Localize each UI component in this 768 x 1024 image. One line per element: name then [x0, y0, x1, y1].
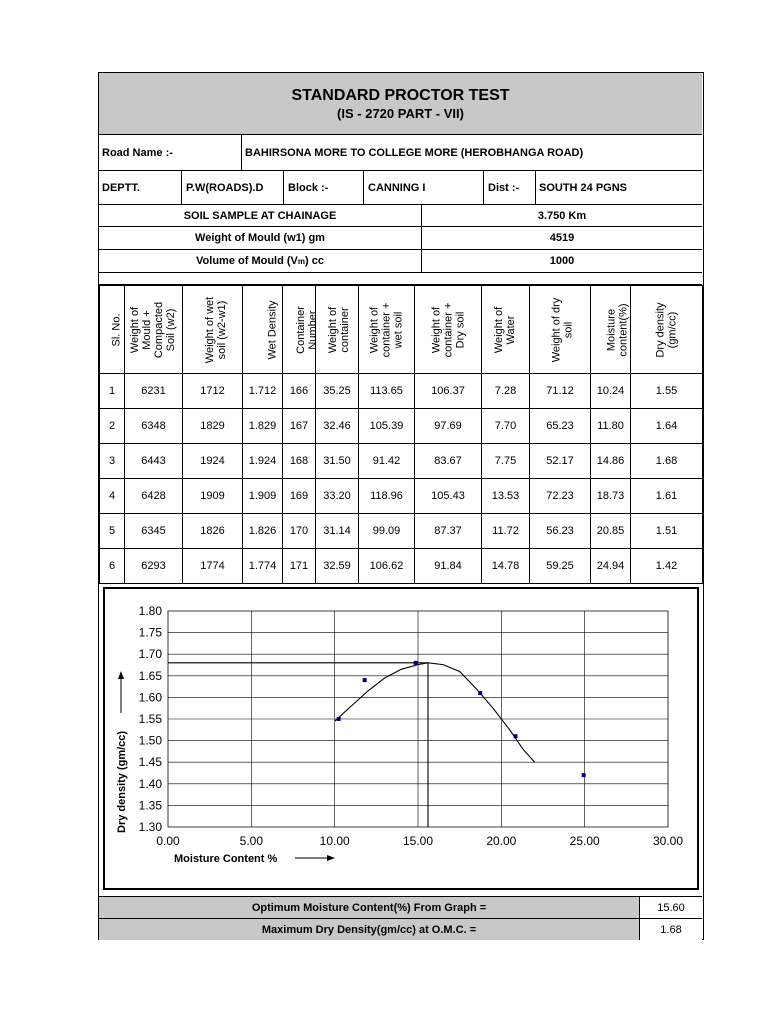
table-cell: 52.17: [530, 444, 591, 479]
data-point: [363, 678, 367, 682]
road-name-row: [99, 135, 702, 171]
table-row: [100, 444, 703, 479]
table-cell: 1.55: [631, 374, 703, 409]
column-header-line: Weight of: [429, 306, 442, 353]
table-cell: 171: [283, 549, 316, 584]
y-tick-label: 1.35: [138, 798, 162, 813]
column-header: [183, 286, 243, 374]
column-header-line: soil (w2-w1): [216, 300, 229, 359]
table-cell: 1712: [183, 374, 243, 409]
table-cell: 1.61: [631, 479, 703, 514]
data-point: [582, 773, 586, 777]
column-header-line: Moisture: [605, 308, 618, 351]
table-cell: 7.75: [482, 444, 530, 479]
table-cell: 1.774: [243, 549, 283, 584]
department-row: [99, 171, 702, 205]
table-cell: 1774: [183, 549, 243, 584]
table-cell: 13.53: [482, 479, 530, 514]
column-header-line: content(%): [617, 302, 630, 357]
column-header: [243, 286, 283, 374]
table-cell: 6345: [125, 514, 183, 549]
table-cell: 24.94: [591, 549, 631, 584]
table-cell: 166: [283, 374, 316, 409]
table-cell: 1924: [183, 444, 243, 479]
omc-value: 15.60: [639, 897, 702, 918]
y-tick-label: 1.65: [138, 668, 162, 683]
x-axis-label: Moisture Content %: [174, 853, 278, 865]
column-header-line: Weight of wet: [204, 296, 217, 363]
table-cell: 7.70: [482, 409, 530, 444]
mdd-row: [99, 918, 702, 940]
table-cell: 6231: [125, 374, 183, 409]
column-header: [591, 286, 631, 374]
proctor-test-sheet: [98, 72, 704, 940]
y-tick-label: 1.70: [138, 647, 162, 662]
column-header-line: Container: [294, 305, 307, 354]
table-cell: 1826: [183, 514, 243, 549]
column-header-line: container +: [380, 302, 393, 357]
column-header-line: Number: [306, 309, 319, 350]
table-body: [100, 374, 703, 584]
table-cell: 5: [100, 514, 125, 549]
dist-label: Dist :-: [483, 171, 535, 204]
deptt-value: P.W(ROADS).D: [181, 171, 283, 204]
y-tick-label: 1.45: [138, 755, 162, 770]
column-header-line: Dry soil: [453, 311, 466, 348]
column-header-line: Sl. No.: [110, 312, 123, 347]
column-header: [415, 286, 482, 374]
mould-weight-value: 4519: [421, 227, 702, 249]
chainage-value: 3.750 Km: [421, 205, 702, 226]
table-cell: 6443: [125, 444, 183, 479]
table-cell: 99.09: [359, 514, 415, 549]
column-header-line: Soil (w2): [165, 308, 178, 351]
table-cell: 167: [283, 409, 316, 444]
table-cell: 31.14: [316, 514, 359, 549]
column-header-line: Dry density: [654, 301, 667, 358]
x-tick-label: 10.00: [319, 834, 350, 848]
column-header-line: soil: [562, 321, 575, 338]
table-cell: 20.85: [591, 514, 631, 549]
table-cell: 169: [283, 479, 316, 514]
x-axis-arrow-head: [327, 855, 335, 861]
table-cell: 3: [100, 444, 125, 479]
mould-volume-label-pre: Volume of Mould (V: [196, 255, 298, 267]
table-row: [100, 514, 703, 549]
column-header: [283, 286, 319, 374]
x-tick-label: 30.00: [652, 834, 684, 848]
column-header: [482, 286, 530, 374]
table-cell: 6: [100, 549, 125, 584]
table-cell: 18.73: [591, 479, 631, 514]
column-header-line: Weight of: [493, 306, 506, 353]
sheet-header: [99, 73, 702, 135]
y-axis-label: Dry density (gm/cc): [116, 730, 128, 833]
column-header-line: container +: [441, 302, 454, 357]
table-cell: 1.64: [631, 409, 703, 444]
y-tick-label: 1.40: [138, 776, 162, 791]
table-cell: 105.43: [415, 479, 482, 514]
table-cell: 106.62: [359, 549, 415, 584]
table-cell: 1.924: [243, 444, 283, 479]
mould-volume-label: [99, 250, 421, 272]
table-cell: 1829: [183, 409, 243, 444]
mould-volume-label-post: ) cc: [305, 255, 324, 267]
table-cell: 6348: [125, 409, 183, 444]
chainage-row: [99, 205, 702, 227]
table-cell: 1.68: [631, 444, 703, 479]
table-cell: 11.72: [482, 514, 530, 549]
page-subtitle: (IS - 2720 PART - VII): [337, 106, 464, 121]
table-header-row: [100, 286, 703, 374]
column-header: [100, 286, 125, 374]
column-header: [530, 286, 591, 374]
table-row: [100, 409, 703, 444]
column-header: [125, 286, 183, 374]
mould-volume-row: [99, 250, 702, 273]
table-cell: 4: [100, 479, 125, 514]
compaction-chart-svg: [105, 589, 697, 888]
table-cell: 32.46: [316, 409, 359, 444]
x-tick-label: 5.00: [239, 834, 264, 848]
mould-volume-value: 1000: [421, 250, 702, 272]
column-header-line: Weight of: [368, 306, 381, 353]
mdd-label: Maximum Dry Density(gm/cc) at O.M.C. =: [261, 923, 477, 936]
table-cell: 59.25: [530, 549, 591, 584]
table-cell: 72.23: [530, 479, 591, 514]
mdd-value: 1.68: [639, 919, 702, 940]
table-cell: 33.20: [316, 479, 359, 514]
table-cell: 87.37: [415, 514, 482, 549]
column-header-line: Wet Density: [266, 299, 279, 360]
table-cell: 91.84: [415, 549, 482, 584]
column-header-line: Weight of: [327, 306, 340, 353]
column-header-line: container: [339, 306, 352, 353]
table-cell: 91.42: [359, 444, 415, 479]
table-cell: 56.23: [530, 514, 591, 549]
table-cell: 7.28: [482, 374, 530, 409]
column-header-line: wet soil: [392, 311, 405, 348]
y-axis-arrow-head: [118, 671, 124, 679]
table-cell: 6293: [125, 549, 183, 584]
table-cell: 170: [283, 514, 316, 549]
table-cell: 118.96: [359, 479, 415, 514]
y-tick-label: 1.30: [138, 820, 162, 834]
table-cell: 83.67: [415, 444, 482, 479]
column-header: [316, 286, 359, 374]
mould-volume-label-sub: m: [297, 256, 305, 266]
table-cell: 1.826: [243, 514, 283, 549]
column-header-line: Weight of: [129, 306, 142, 353]
mould-weight-row: [99, 227, 702, 250]
column-header-line: Water: [505, 315, 518, 344]
data-point: [337, 717, 341, 721]
column-header: [359, 286, 415, 374]
x-tick-label: 0.00: [156, 834, 180, 848]
dist-value: SOUTH 24 PGNS: [535, 171, 702, 204]
table-cell: 32.59: [316, 549, 359, 584]
table-cell: 14.78: [482, 549, 530, 584]
table-cell: 113.65: [359, 374, 415, 409]
block-value: CANNING I: [363, 171, 483, 204]
compaction-chart: [103, 587, 699, 890]
table-cell: 106.37: [415, 374, 482, 409]
data-point: [478, 691, 482, 695]
table-cell: 10.24: [591, 374, 631, 409]
table-cell: 168: [283, 444, 316, 479]
column-header: [631, 286, 703, 374]
x-tick-label: 20.00: [486, 834, 517, 848]
column-header-line: Weight of dry: [550, 297, 563, 362]
table-cell: 97.69: [415, 409, 482, 444]
table-row: [100, 374, 703, 409]
table-cell: 71.12: [530, 374, 591, 409]
page-title: STANDARD PROCTOR TEST: [291, 87, 510, 104]
y-tick-label: 1.60: [138, 690, 162, 705]
x-tick-label: 15.00: [402, 834, 434, 848]
mould-weight-label: Weight of Mould (w1) gm: [195, 232, 325, 244]
data-point: [414, 661, 418, 665]
table-cell: 1.712: [243, 374, 283, 409]
table-cell: 2: [100, 409, 125, 444]
column-header-line: Mould +: [141, 309, 154, 350]
table-cell: 11.80: [591, 409, 631, 444]
table-cell: 31.50: [316, 444, 359, 479]
table-cell: 1.51: [631, 514, 703, 549]
table-cell: 1.42: [631, 549, 703, 584]
y-tick-label: 1.50: [138, 733, 162, 748]
y-tick-label: 1.75: [138, 625, 162, 640]
observations-table: [99, 285, 703, 584]
chainage-label: SOIL SAMPLE AT CHAINAGE: [183, 209, 337, 222]
y-tick-label: 1.55: [138, 712, 162, 726]
table-cell: 1909: [183, 479, 243, 514]
spacer-row: [99, 273, 702, 285]
column-header-line: (gm/cc): [666, 311, 679, 348]
omc-row: [99, 896, 702, 918]
y-tick-label: 1.80: [138, 604, 162, 618]
table-cell: 1: [100, 374, 125, 409]
table-cell: 105.39: [359, 409, 415, 444]
table-row: [100, 479, 703, 514]
deptt-label: DEPTT.: [102, 181, 140, 194]
table-cell: 1.829: [243, 409, 283, 444]
x-tick-label: 25.00: [569, 834, 600, 848]
column-header-line: Compacted: [153, 301, 166, 358]
road-name-value: BAHIRSONA MORE TO COLLEGE MORE (HEROBHANGA ROAD): [241, 135, 702, 170]
block-label: Block :-: [283, 171, 363, 204]
table-cell: 6428: [125, 479, 183, 514]
table-cell: 14.86: [591, 444, 631, 479]
data-point: [514, 734, 518, 738]
table-cell: 65.23: [530, 409, 591, 444]
table-row: [100, 549, 703, 584]
table-cell: 35.25: [316, 374, 359, 409]
omc-label: Optimum Moisture Content(%) From Graph =: [251, 901, 487, 914]
road-name-label: Road Name :-: [102, 146, 173, 159]
table-cell: 1.909: [243, 479, 283, 514]
